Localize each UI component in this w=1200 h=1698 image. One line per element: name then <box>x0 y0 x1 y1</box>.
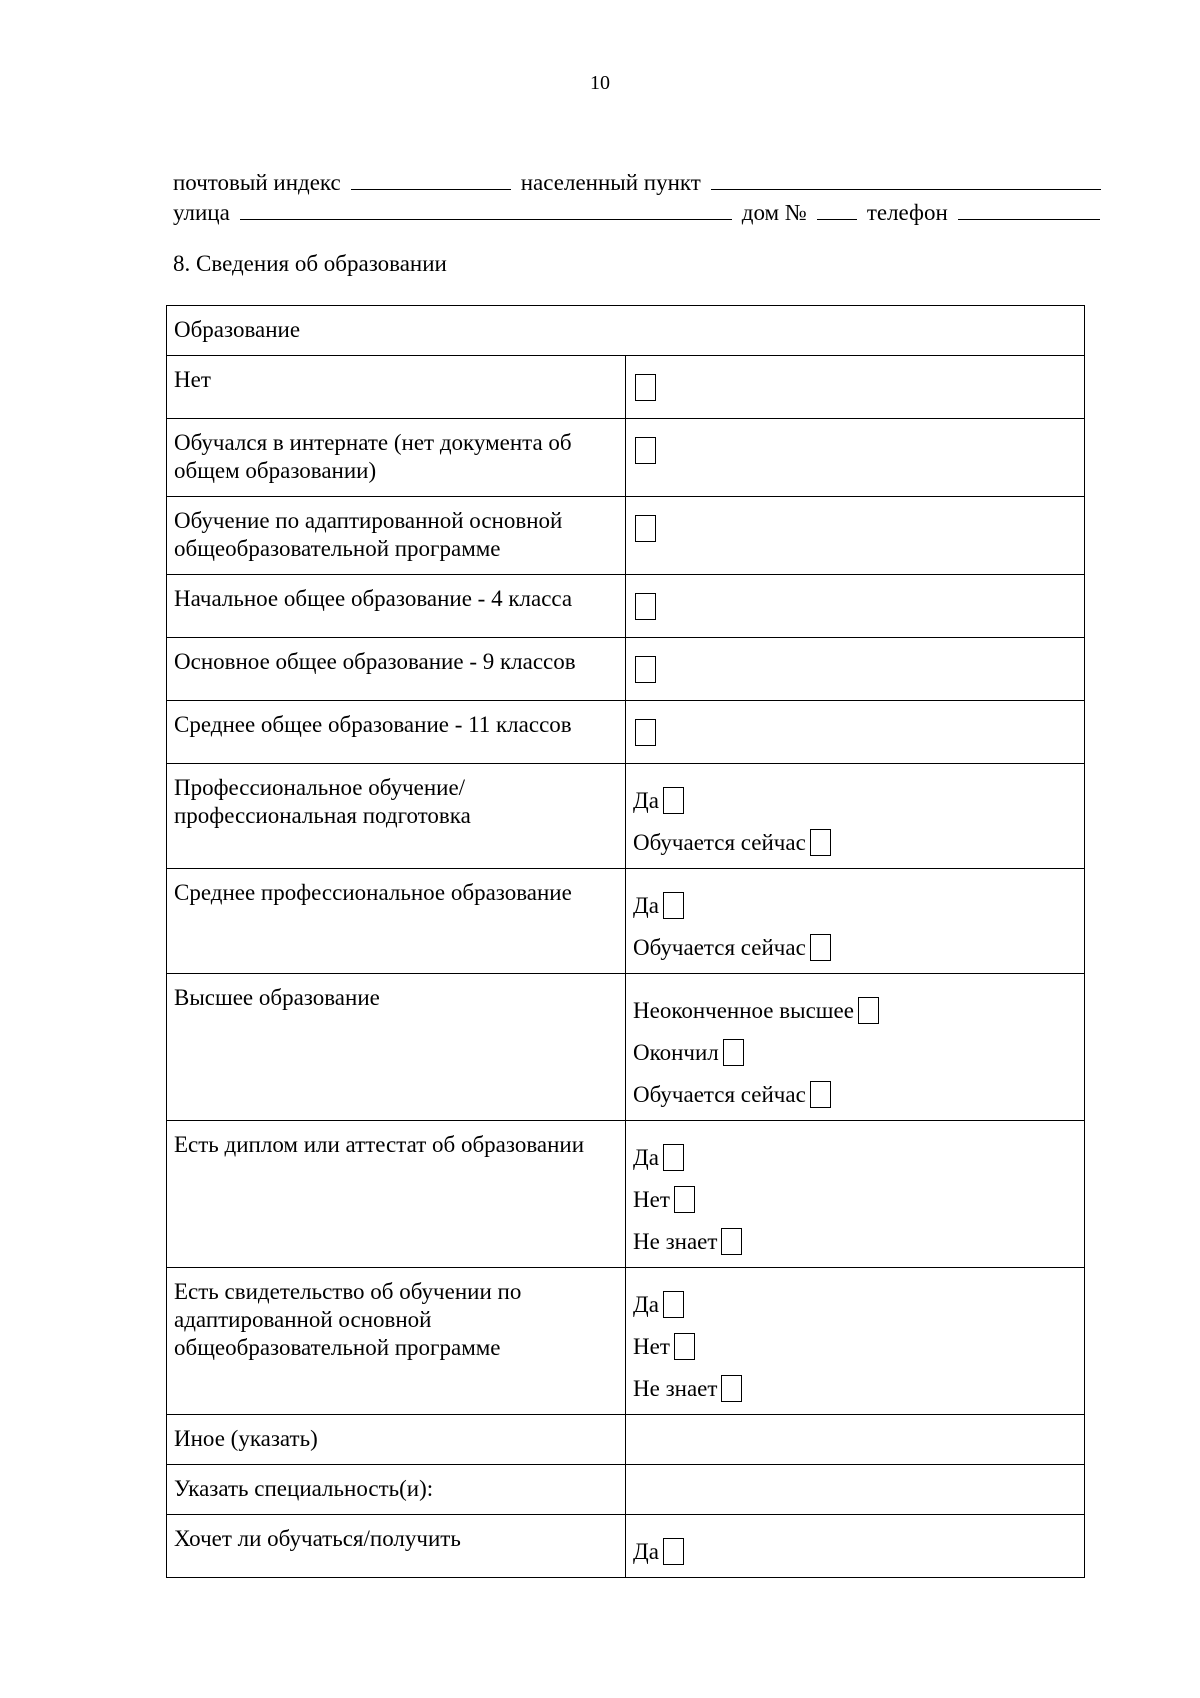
table-header-row <box>167 306 1085 356</box>
row-label: Нет <box>167 356 626 419</box>
table-row <box>167 1515 1085 1578</box>
section-title: 8. Сведения об образовании <box>173 251 447 276</box>
house-label: дом № <box>741 200 807 225</box>
checkbox[interactable] <box>721 1228 742 1255</box>
row-answer <box>626 869 1085 974</box>
checkbox[interactable] <box>721 1375 742 1402</box>
table-header: Образование <box>167 306 1085 356</box>
table-row <box>167 1121 1085 1268</box>
row-answer <box>626 356 1085 419</box>
option <box>633 1183 1078 1217</box>
option-label: Да <box>633 1145 659 1170</box>
option <box>633 1330 1078 1364</box>
row-answer <box>626 701 1085 764</box>
checkbox[interactable] <box>674 1186 695 1213</box>
row-label: Начальное общее образование - 4 класса <box>167 575 626 638</box>
table-row <box>167 764 1085 869</box>
checkbox[interactable] <box>663 787 684 814</box>
specialty-field[interactable] <box>626 1465 1085 1515</box>
row-answer <box>626 974 1085 1121</box>
option <box>633 1372 1078 1406</box>
checkbox[interactable] <box>810 829 831 856</box>
checkbox[interactable] <box>635 515 656 542</box>
checkbox[interactable] <box>635 437 656 464</box>
street-field[interactable] <box>240 198 732 220</box>
option <box>633 1036 1078 1070</box>
row-label: Среднее профессиональное образование <box>167 869 626 974</box>
checkbox[interactable] <box>674 1333 695 1360</box>
row-label: Есть диплом или аттестат об образовании <box>167 1121 626 1268</box>
table-row <box>167 974 1085 1121</box>
option-label: Не знает <box>633 1376 718 1401</box>
other-field[interactable] <box>626 1415 1085 1465</box>
row-answer <box>626 1121 1085 1268</box>
row-answer <box>626 764 1085 869</box>
postal-index-label: почтовый индекс <box>173 170 341 195</box>
option-label: Да <box>633 1292 659 1317</box>
checkbox[interactable] <box>635 656 656 683</box>
row-label: Обучение по адаптированной основной общеобразовательной программе <box>167 497 626 575</box>
address-line-2 <box>173 198 1110 227</box>
option-label: Окончил <box>633 1040 719 1065</box>
row-label: Обучался в интернате (нет документа об общем образовании) <box>167 419 626 497</box>
checkbox[interactable] <box>663 1538 684 1565</box>
checkbox[interactable] <box>635 719 656 746</box>
option <box>633 826 1078 860</box>
checkbox[interactable] <box>858 997 879 1024</box>
row-label: Профессиональное обучение/профессиональная подготовка <box>167 764 626 869</box>
option-label: Да <box>633 893 659 918</box>
settlement-label: населенный пункт <box>520 170 701 195</box>
option <box>633 1288 1078 1322</box>
postal-index-field[interactable] <box>351 168 511 190</box>
row-answer <box>626 638 1085 701</box>
option <box>633 1225 1078 1259</box>
street-label: улица <box>173 200 230 225</box>
table-row <box>167 356 1085 419</box>
option <box>633 1141 1078 1175</box>
table-row <box>167 1415 1085 1465</box>
option <box>633 784 1078 818</box>
option-label: Обучается сейчас <box>633 935 806 960</box>
checkbox[interactable] <box>810 934 831 961</box>
row-answer <box>626 419 1085 497</box>
table-row <box>167 497 1085 575</box>
option-label: Да <box>633 788 659 813</box>
row-answer <box>626 1515 1085 1578</box>
option-label: Нет <box>633 1187 670 1212</box>
checkbox[interactable] <box>723 1039 744 1066</box>
table-row <box>167 575 1085 638</box>
row-label: Указать специальность(и): <box>167 1465 626 1515</box>
page-number: 10 <box>590 72 610 94</box>
table-row <box>167 1465 1085 1515</box>
checkbox[interactable] <box>663 1291 684 1318</box>
option-label: Да <box>633 1539 659 1564</box>
checkbox[interactable] <box>663 892 684 919</box>
checkbox[interactable] <box>635 593 656 620</box>
settlement-field[interactable] <box>711 168 1101 190</box>
table-row <box>167 419 1085 497</box>
address-line-1 <box>173 168 1111 197</box>
phone-field[interactable] <box>958 198 1100 220</box>
house-field[interactable] <box>817 198 857 220</box>
checkbox[interactable] <box>810 1081 831 1108</box>
checkbox[interactable] <box>635 374 656 401</box>
row-label: Есть свидетельство об обучении по адаптированной основной общеобразовательной программе <box>167 1268 626 1415</box>
option <box>633 889 1078 923</box>
option-label: Нет <box>633 1334 670 1359</box>
table-row <box>167 869 1085 974</box>
phone-label: телефон <box>866 200 948 225</box>
row-answer <box>626 497 1085 575</box>
option <box>633 931 1078 965</box>
checkbox[interactable] <box>663 1144 684 1171</box>
row-label: Высшее образование <box>167 974 626 1121</box>
option-label: Обучается сейчас <box>633 1082 806 1107</box>
option <box>633 1535 1078 1569</box>
education-table <box>166 305 1085 1578</box>
option <box>633 994 1078 1028</box>
row-label: Хочет ли обучаться/получить <box>167 1515 626 1578</box>
row-answer <box>626 1268 1085 1415</box>
option-label: Не знает <box>633 1229 718 1254</box>
row-label: Основное общее образование - 9 классов <box>167 638 626 701</box>
table-row <box>167 701 1085 764</box>
option <box>633 1078 1078 1112</box>
row-label: Иное (указать) <box>167 1415 626 1465</box>
option-label: Обучается сейчас <box>633 830 806 855</box>
table-row <box>167 638 1085 701</box>
table-row <box>167 1268 1085 1415</box>
row-answer <box>626 575 1085 638</box>
row-label: Среднее общее образование - 11 классов <box>167 701 626 764</box>
option-label: Неоконченное высшее <box>633 998 854 1023</box>
